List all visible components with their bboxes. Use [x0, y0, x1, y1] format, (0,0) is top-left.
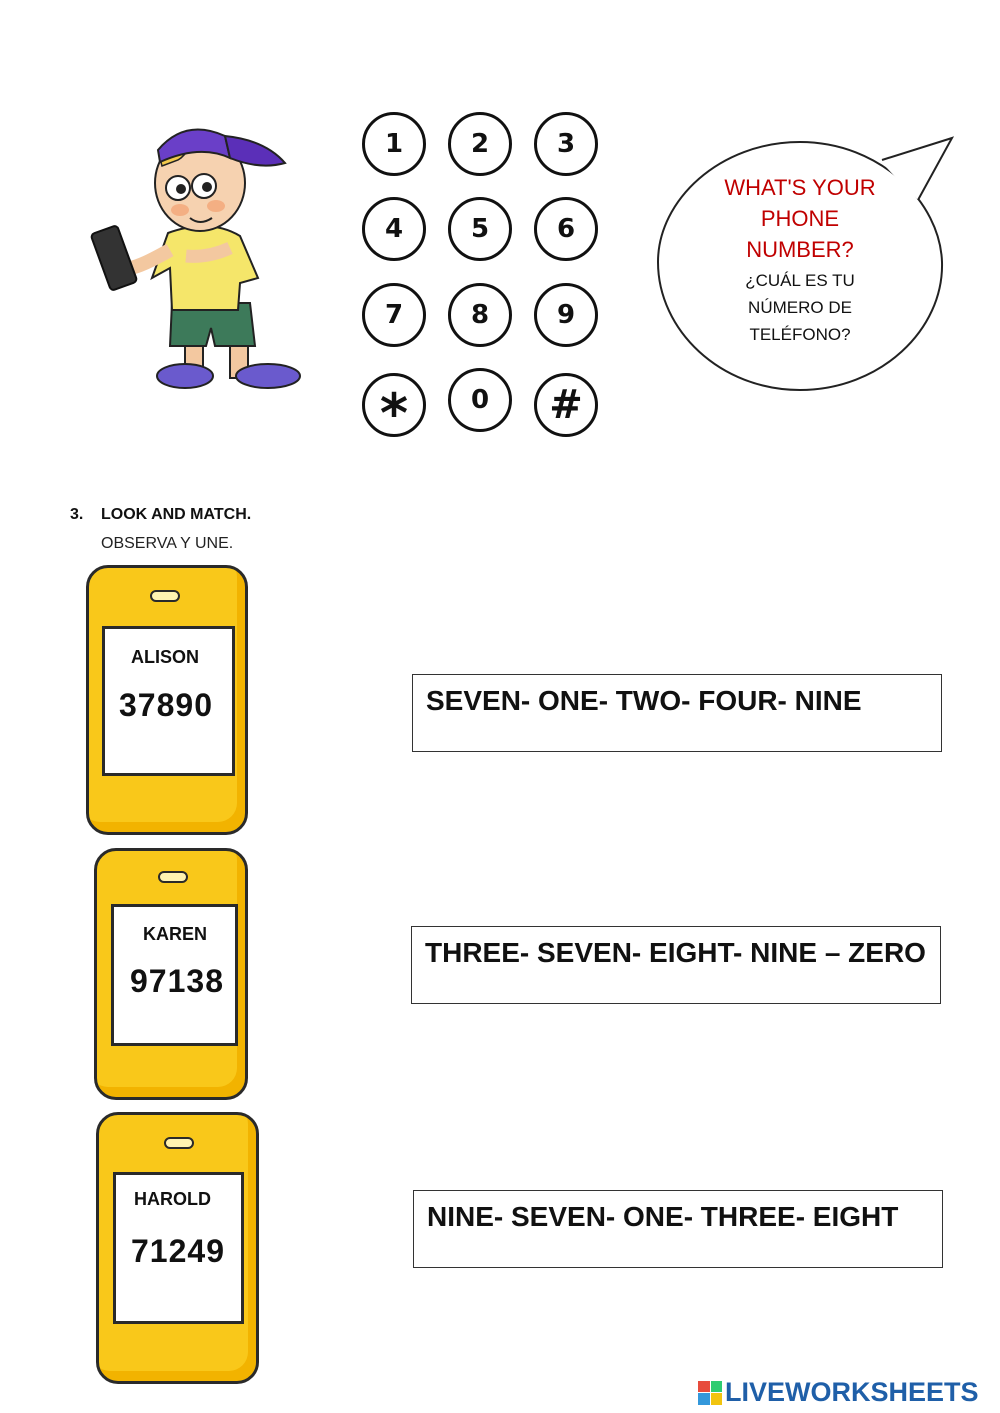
- key-hash: #: [534, 373, 598, 437]
- phone-number: 97138: [130, 963, 224, 999]
- phone-number: 71249: [131, 1233, 225, 1269]
- phone-screen: [102, 626, 235, 776]
- key-6: 6: [534, 197, 598, 261]
- phone-speaker-slot: [150, 590, 180, 602]
- spanish-line-2: NÚMERO DE: [748, 298, 852, 317]
- spanish-line-3: TELÉFONO?: [749, 325, 851, 344]
- key-9: 9: [534, 283, 598, 347]
- phone-card-karen: [94, 848, 248, 1100]
- phone-number: 37890: [119, 687, 213, 723]
- bubble-text: [690, 172, 910, 348]
- key-2: 2: [448, 112, 512, 176]
- exercise-title: LOOK AND MATCH.: [101, 506, 252, 523]
- phone-card-harold: [96, 1112, 259, 1384]
- phone-speaker-slot: [164, 1137, 194, 1149]
- phone-speaker-slot: [158, 871, 188, 883]
- answer-box-3[interactable]: NINE- SEVEN- ONE- THREE- EIGHT: [413, 1190, 943, 1268]
- logo-text: LIVEWORKSHEETS: [725, 1377, 979, 1407]
- key-8: 8: [448, 283, 512, 347]
- question-line-2: PHONE: [760, 206, 840, 231]
- key-0: 0: [448, 368, 512, 432]
- liveworksheets-logo: [698, 1377, 979, 1408]
- key-7: 7: [362, 283, 426, 347]
- phone-name: ALISON: [131, 647, 200, 667]
- key-star: *: [362, 373, 426, 437]
- phone-name: HAROLD: [134, 1189, 211, 1209]
- exercise-number: 3.: [70, 506, 84, 523]
- logo-badge-icon: [698, 1381, 722, 1405]
- key-3: 3: [534, 112, 598, 176]
- exercise-subtitle: OBSERVA Y UNE.: [101, 535, 234, 552]
- boy-with-phone-illustration: [90, 118, 310, 398]
- phone-screen: [111, 904, 238, 1046]
- key-4: 4: [362, 197, 426, 261]
- key-5: 5: [448, 197, 512, 261]
- answer-box-2[interactable]: THREE- SEVEN- EIGHT- NINE – ZERO: [411, 926, 941, 1004]
- key-1: 1: [362, 112, 426, 176]
- answer-box-1[interactable]: SEVEN- ONE- TWO- FOUR- NINE: [412, 674, 942, 752]
- question-line-3: NUMBER?: [746, 237, 854, 262]
- phone-screen: [113, 1172, 244, 1324]
- phone-card-alison: [86, 565, 248, 835]
- spanish-line-1: ¿CUÁL ES TU: [745, 271, 855, 290]
- phone-name: KAREN: [143, 924, 208, 944]
- question-line-1: WHAT'S YOUR: [724, 175, 876, 200]
